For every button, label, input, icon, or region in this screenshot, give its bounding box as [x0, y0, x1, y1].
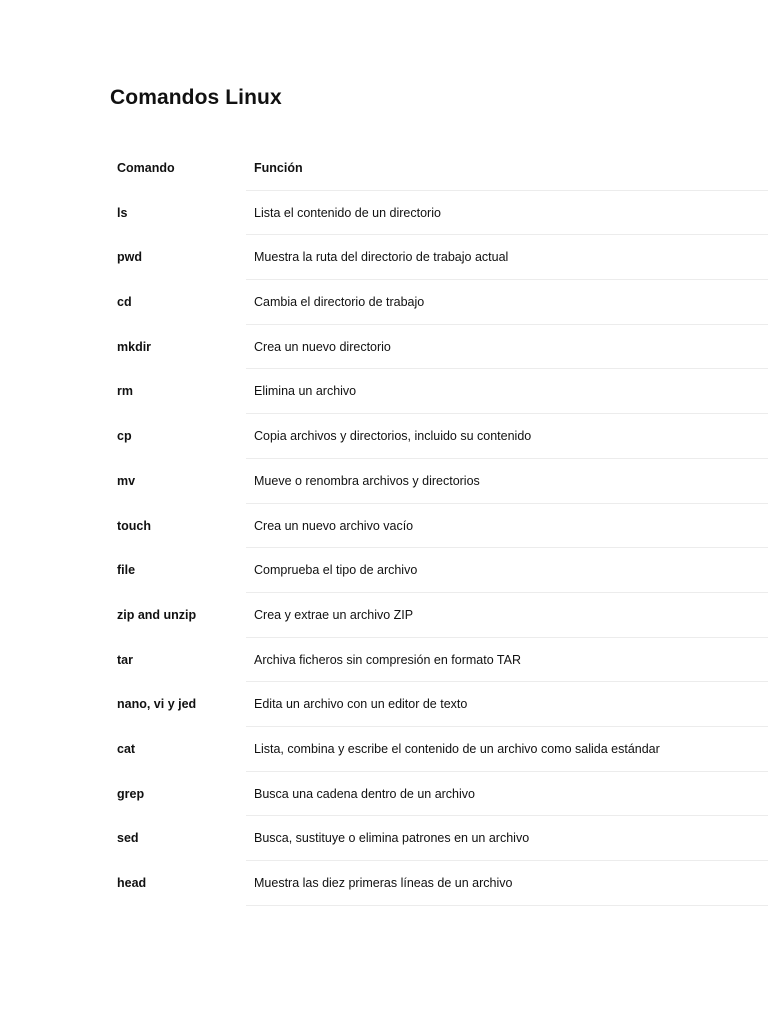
function-cell: Elimina un archivo	[254, 384, 357, 399]
table-row	[110, 593, 768, 638]
function-cell: Muestra la ruta del directorio de trabajo actual	[254, 250, 509, 265]
table-row	[110, 727, 768, 772]
table-row	[110, 682, 768, 727]
command-cell: file	[117, 563, 136, 578]
table-row	[110, 548, 768, 593]
table-row	[110, 369, 768, 414]
table-row	[110, 638, 768, 683]
command-cell: mv	[117, 473, 136, 488]
table-header-row	[110, 146, 768, 191]
table-row	[110, 772, 768, 817]
command-cell: cd	[117, 295, 132, 310]
table-row	[110, 861, 768, 906]
function-cell: Edita un archivo con un editor de texto	[254, 697, 468, 712]
command-cell: grep	[117, 786, 145, 801]
function-cell: Crea y extrae un archivo ZIP	[254, 607, 414, 622]
function-cell: Comprueba el tipo de archivo	[254, 563, 418, 578]
page-title: Comandos Linux	[110, 86, 282, 109]
function-cell: Archiva ficheros sin compresión en formato TAR	[254, 652, 522, 667]
table-row	[110, 459, 768, 504]
function-cell: Crea un nuevo archivo vacío	[254, 518, 414, 533]
function-cell: Busca, sustituye o elimina patrones en un archivo	[254, 831, 530, 846]
function-cell: Cambia el directorio de trabajo	[254, 295, 425, 310]
command-cell: sed	[117, 831, 139, 846]
table-row	[110, 504, 768, 549]
table-row	[110, 414, 768, 459]
command-cell: zip and unzip	[117, 607, 197, 622]
function-cell: Crea un nuevo directorio	[254, 339, 391, 354]
command-cell: nano, vi y jed	[117, 697, 197, 712]
command-cell: ls	[117, 205, 128, 220]
table-body	[110, 191, 768, 906]
command-cell: touch	[117, 518, 152, 533]
table-row	[110, 816, 768, 861]
commands-table	[110, 146, 768, 906]
function-cell: Copia archivos y directorios, incluido su contenido	[254, 429, 532, 444]
command-cell: cat	[117, 741, 136, 756]
function-cell: Lista, combina y escribe el contenido de un archivo como salida estándar	[254, 741, 660, 756]
column-header-command: Comando	[117, 161, 175, 175]
function-cell: Mueve o renombra archivos y directorios	[254, 473, 480, 488]
function-cell: Lista el contenido de un directorio	[254, 205, 441, 220]
table-row	[110, 191, 768, 236]
column-header-function: Función	[254, 161, 303, 175]
function-cell: Muestra las diez primeras líneas de un archivo	[254, 876, 513, 890]
row-divider	[246, 905, 768, 906]
command-cell: pwd	[117, 250, 142, 265]
command-cell: mkdir	[117, 339, 152, 354]
command-cell: head	[117, 876, 147, 890]
function-cell: Busca una cadena dentro de un archivo	[254, 786, 475, 801]
table-row	[110, 325, 768, 370]
command-cell: tar	[117, 652, 133, 667]
command-cell: rm	[117, 384, 133, 399]
table-row	[110, 235, 768, 280]
table-row	[110, 280, 768, 325]
command-cell: cp	[117, 429, 132, 444]
